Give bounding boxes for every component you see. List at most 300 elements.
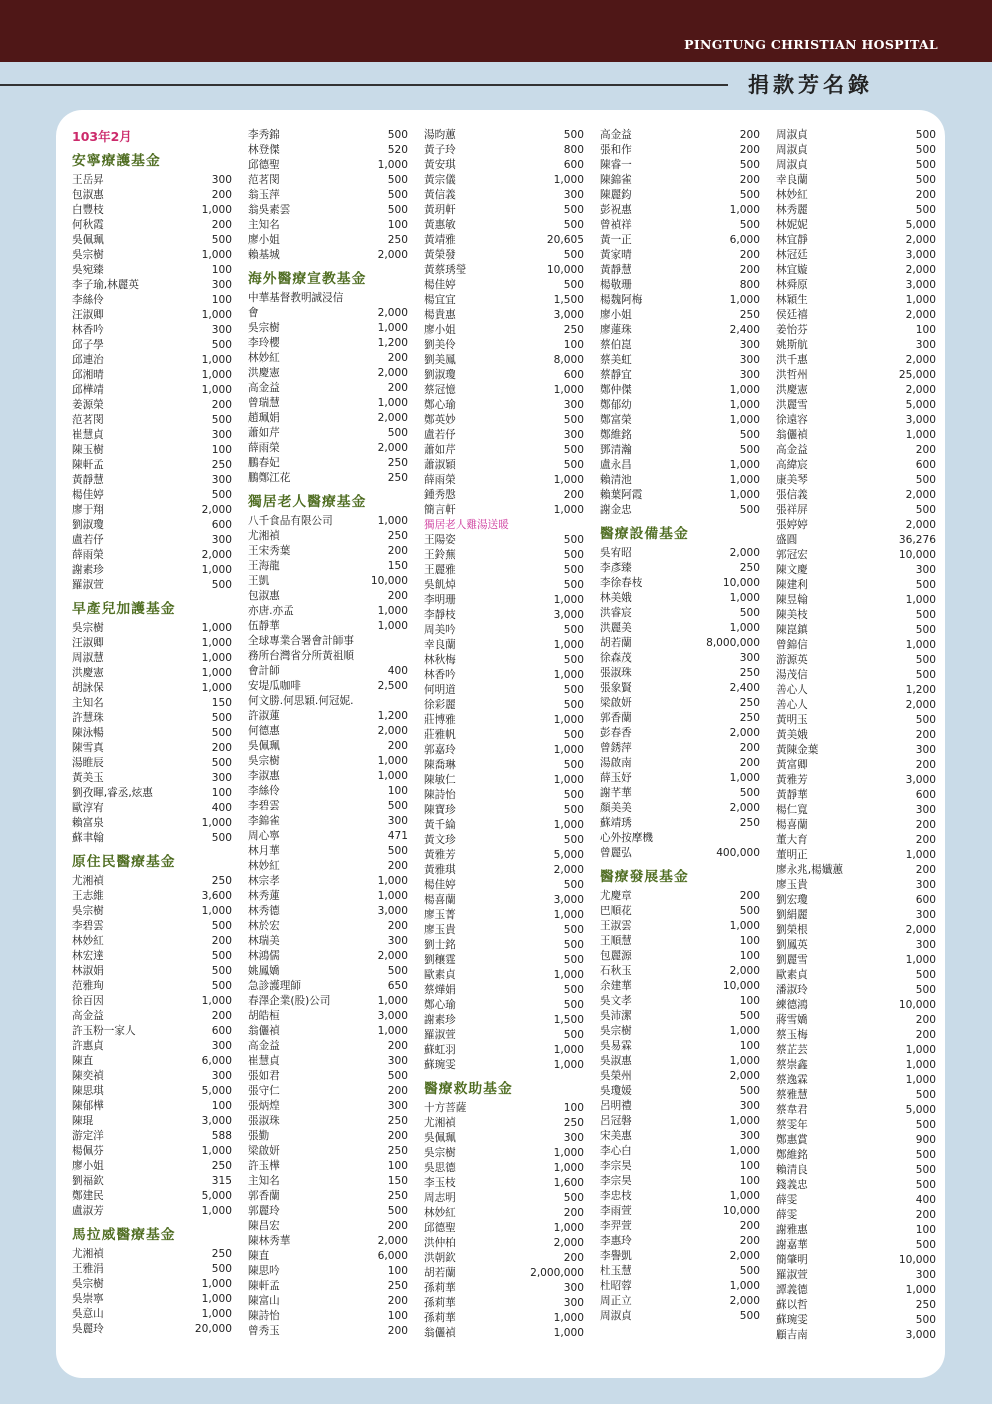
donation-amount: 250 — [387, 234, 408, 246]
donor-name: 主知名 — [72, 697, 104, 709]
donation-amount: 1,000 — [377, 875, 408, 887]
donor-name: 鄧清瀚 — [600, 444, 632, 456]
donor-name: 廖于翔 — [72, 504, 104, 516]
donor-name: 郭麗玲 — [248, 1205, 280, 1217]
donor-name: 黃安琪 — [424, 159, 456, 171]
donation-amount: 6,000 — [201, 1055, 232, 1067]
donor-name: 吳榮州 — [600, 1070, 632, 1082]
donor-name: 蔡雯年 — [776, 1119, 808, 1131]
donor-row — [776, 983, 936, 998]
donor-name: 游源英 — [776, 654, 808, 666]
donor-name: 賴清良 — [776, 1164, 808, 1176]
donation-amount: 300 — [387, 935, 408, 947]
donation-amount: 3,000 — [905, 249, 936, 261]
donor-row — [248, 1099, 408, 1114]
donation-amount: 100 — [739, 1040, 760, 1052]
donation-amount: 500 — [915, 174, 936, 186]
donation-amount: 500 — [739, 219, 760, 231]
donor-row — [72, 218, 232, 233]
donor-row — [600, 591, 760, 606]
donation-amount: 300 — [211, 1040, 232, 1052]
donation-amount: 250 — [211, 1248, 232, 1260]
donation-amount: 500 — [211, 920, 232, 932]
donation-amount: 200 — [915, 834, 936, 846]
donor-row — [424, 1161, 584, 1176]
donor-name: 廖玉菁 — [424, 909, 456, 921]
donation-amount: 250 — [739, 309, 760, 321]
donor-row — [72, 203, 232, 218]
donor-name: 陳林秀華 — [248, 1235, 291, 1247]
donation-amount: 2,000 — [905, 519, 936, 531]
donation-amount: 3,000 — [553, 894, 584, 906]
donor-row — [72, 1054, 232, 1069]
donor-row — [776, 518, 936, 533]
donation-amount: 1,000 — [905, 294, 936, 306]
donor-name: 杜玉慧 — [600, 1265, 632, 1277]
donor-name: 董明正 — [776, 849, 808, 861]
donor-row — [600, 561, 760, 576]
donation-amount: 2,000 — [377, 950, 408, 962]
donor-row — [600, 128, 760, 143]
donation-amount: 500 — [739, 1310, 760, 1322]
donor-name: 盧若伃 — [424, 429, 456, 441]
donation-amount: 500 — [387, 427, 408, 439]
donor-name: 善心人 — [776, 684, 808, 696]
donation-amount: 500 — [739, 189, 760, 201]
donor-name: 林宗孝 — [248, 875, 280, 887]
donor-row — [72, 1174, 232, 1189]
donor-row — [776, 173, 936, 188]
donor-row — [72, 711, 232, 726]
donor-name: 林妙紅 — [776, 189, 808, 201]
donation-amount: 100 — [739, 995, 760, 1007]
donor-name: 游定洋 — [72, 1130, 104, 1142]
donor-row — [776, 1073, 936, 1088]
donor-name: 薛雨榮 — [248, 442, 280, 454]
donor-name: 吳佩珮 — [72, 234, 104, 246]
donation-amount: 100 — [739, 935, 760, 947]
donor-row — [776, 368, 936, 383]
donor-row — [776, 1268, 936, 1283]
donation-amount: 2,500 — [377, 680, 408, 692]
donor-name: 謝芊華 — [600, 787, 632, 799]
donor-row — [424, 443, 584, 458]
donor-name: 陳泳暢 — [72, 727, 104, 739]
donation-amount: 1,000 — [377, 1025, 408, 1037]
donation-amount: 200 — [739, 129, 760, 141]
donation-amount: 500 — [563, 729, 584, 741]
donor-name: 胡詠保 — [72, 682, 104, 694]
donor-name: 蔡芷芸 — [776, 1044, 808, 1056]
donation-amount: 200 — [915, 864, 936, 876]
donor-name: 吳宗樹 — [72, 905, 104, 917]
donor-column-5 — [776, 128, 936, 1343]
donor-row — [72, 786, 232, 801]
donor-row — [600, 173, 760, 188]
donation-amount: 6,000 — [377, 1250, 408, 1262]
donor-name: 黃陳金葉 — [776, 744, 819, 756]
donor-name: 鄭英妙 — [424, 414, 456, 426]
donor-row — [248, 158, 408, 173]
donation-amount: 500 — [211, 832, 232, 844]
donor-row — [248, 128, 408, 143]
donor-name: 翁儷禎 — [776, 429, 808, 441]
donor-row — [248, 1294, 408, 1309]
donor-name: 梁啟妍 — [600, 697, 632, 709]
donor-row — [600, 889, 760, 904]
donor-name: 陳錦雀 — [600, 174, 632, 186]
donation-amount: 1,000 — [905, 429, 936, 441]
donation-amount: 500 — [915, 1089, 936, 1101]
donor-name: 劉美伶 — [424, 339, 456, 351]
donation-amount: 500 — [211, 757, 232, 769]
donation-amount: 3,000 — [905, 279, 936, 291]
donor-name: 陳琨 — [72, 1115, 94, 1127]
donor-row — [600, 203, 760, 218]
donation-amount: 3,000 — [905, 774, 936, 786]
donation-amount: 500 — [387, 189, 408, 201]
donor-row — [424, 773, 584, 788]
donor-row — [776, 563, 936, 578]
donation-amount: 200 — [211, 742, 232, 754]
date-heading: 103年2月 — [72, 129, 132, 144]
donor-row — [424, 743, 584, 758]
donor-row — [776, 773, 936, 788]
donation-amount: 500 — [211, 1263, 232, 1275]
donation-amount: 1,000 — [201, 652, 232, 664]
donation-amount: 2,000 — [201, 504, 232, 516]
donor-row — [776, 788, 936, 803]
donation-amount: 1,000 — [729, 622, 760, 634]
donation-amount: 520 — [387, 144, 408, 156]
donor-row — [776, 803, 936, 818]
donor-row — [248, 1324, 408, 1339]
donor-row — [72, 383, 232, 398]
donation-amount: 200 — [563, 1252, 584, 1264]
fund-heading: 原住民醫療基金 — [72, 854, 176, 870]
donor-name: 吳瓊媛 — [600, 1085, 632, 1097]
donor-name: 主知名 — [248, 219, 280, 231]
donor-row — [776, 893, 936, 908]
donor-row — [248, 529, 408, 544]
donor-row — [72, 443, 232, 458]
donor-row — [248, 1249, 408, 1264]
donor-name: 謝素珍 — [424, 1014, 456, 1026]
donor-name: 鄭心瑜 — [424, 999, 456, 1011]
fund-heading: 馬拉威醫療基金 — [72, 1227, 176, 1243]
donation-amount: 500 — [739, 159, 760, 171]
donation-amount: 3,000 — [553, 609, 584, 621]
donation-amount: 200 — [563, 1207, 584, 1219]
donor-name: 張炳煌 — [248, 1100, 280, 1112]
donor-row — [776, 1253, 936, 1268]
donation-amount: 100 — [915, 324, 936, 336]
donor-name: 徐彩麗 — [424, 699, 456, 711]
donor-row — [600, 696, 760, 711]
donor-name: 陳文慶 — [776, 564, 808, 576]
donation-amount: 3,000 — [905, 1329, 936, 1341]
donation-amount: 500 — [563, 999, 584, 1011]
donor-row — [72, 771, 232, 786]
donor-row — [248, 1309, 408, 1324]
donation-amount: 500 — [387, 129, 408, 141]
donor-name: 鄭富榮 — [600, 414, 632, 426]
donor-row — [600, 771, 760, 786]
donor-name: 高緯宸 — [776, 459, 808, 471]
donor-name: 周淑貞 — [600, 1310, 632, 1322]
donation-amount: 1,000 — [729, 592, 760, 604]
donor-row — [776, 1298, 936, 1313]
donor-row — [72, 994, 232, 1009]
donor-row — [424, 683, 584, 698]
donation-amount: 1,200 — [905, 684, 936, 696]
donation-amount: 5,000 — [905, 399, 936, 411]
donor-row — [776, 1163, 936, 1178]
donation-amount: 200 — [387, 1085, 408, 1097]
donor-row — [72, 666, 232, 681]
donor-name: 李淑惠 — [248, 770, 280, 782]
donor-row — [776, 128, 936, 143]
donor-row — [776, 623, 936, 638]
donor-name: 張信義 — [776, 489, 808, 501]
donor-row — [72, 741, 232, 756]
donation-amount: 100 — [211, 787, 232, 799]
donor-row — [424, 938, 584, 953]
donation-amount: 1,500 — [553, 294, 584, 306]
donor-row — [72, 428, 232, 443]
donation-amount: 1,000 — [201, 309, 232, 321]
donor-name: 李明珊 — [424, 594, 456, 606]
donation-amount: 1,000 — [905, 1074, 936, 1086]
donor-name: 薛雯 — [776, 1209, 798, 1221]
donor-name: 許玉樺 — [248, 1160, 280, 1172]
donation-amount: 1,000 — [729, 459, 760, 471]
donor-name: 林秀德 — [248, 905, 280, 917]
donor-name: 廖小姐 — [72, 1160, 104, 1172]
donor-name: 林香吟 — [72, 324, 104, 336]
donor-name: 周美吟 — [424, 624, 456, 636]
donation-amount: 1,000 — [201, 204, 232, 216]
donor-row — [424, 173, 584, 188]
donor-name: 孫莉華 — [424, 1297, 456, 1309]
donor-name-line: 何文勝.何思穎.何冠妮. — [248, 695, 354, 707]
donor-row — [248, 1159, 408, 1174]
donor-name: 邱樺靖 — [72, 384, 104, 396]
sub-note: 獨居老人雞湯送暖 — [424, 519, 509, 531]
donation-amount: 500 — [915, 984, 936, 996]
donor-name: 巴順花 — [600, 905, 632, 917]
donor-row — [248, 1084, 408, 1099]
donation-amount: 2,000 — [905, 699, 936, 711]
donation-amount: 200 — [387, 920, 408, 932]
donor-name: 蔡逸霖 — [776, 1074, 808, 1086]
donor-name: 楊貴惠 — [424, 309, 456, 321]
donor-name: 林鴻儒 — [248, 950, 280, 962]
donor-name: 郭嘉玲 — [424, 744, 456, 756]
donor-name: 蘇聿翰 — [72, 832, 104, 844]
donor-row — [72, 233, 232, 248]
donor-row — [248, 1264, 408, 1279]
donor-row — [424, 1206, 584, 1221]
donation-amount: 8,000 — [553, 354, 584, 366]
donor-column-2 — [248, 128, 408, 1339]
donor-row — [776, 833, 936, 848]
donor-row — [776, 353, 936, 368]
donor-row — [776, 293, 936, 308]
donor-name: 王陽姿 — [424, 534, 456, 546]
donor-row — [424, 638, 584, 653]
donor-row — [600, 726, 760, 741]
donor-name: 孫莉華 — [424, 1312, 456, 1324]
donation-amount: 500 — [563, 789, 584, 801]
donor-row — [72, 398, 232, 413]
donation-amount: 1,200 — [377, 337, 408, 349]
donor-row — [776, 503, 936, 518]
donor-row — [424, 1028, 584, 1043]
donation-amount: 5,000 — [553, 849, 584, 861]
donation-amount: 200 — [211, 935, 232, 947]
donor-row — [248, 964, 408, 979]
donor-row — [776, 1088, 936, 1103]
donor-name: 尤湘禎 — [72, 1248, 104, 1260]
donor-name: 黃美娥 — [776, 729, 808, 741]
donor-name: 吳宗樹 — [72, 249, 104, 261]
donor-row — [776, 578, 936, 593]
donation-amount: 1,000 — [729, 1025, 760, 1037]
donor-row — [424, 908, 584, 923]
donation-amount: 500 — [563, 699, 584, 711]
donor-row — [424, 1058, 584, 1073]
donation-amount: 1,000 — [553, 1312, 584, 1324]
donation-amount: 100 — [739, 950, 760, 962]
donation-amount: 1,000 — [729, 384, 760, 396]
donor-row — [776, 593, 936, 608]
donation-amount: 2,000 — [729, 802, 760, 814]
donor-row — [424, 713, 584, 728]
donation-amount: 2,000 — [377, 725, 408, 737]
donor-name: 黃靖雅 — [424, 234, 456, 246]
donor-name: 盛圓 — [776, 534, 798, 546]
donation-amount: 500 — [739, 504, 760, 516]
donor-name: 盧若伃 — [72, 534, 104, 546]
donor-name: 黃宗儀 — [424, 174, 456, 186]
donation-amount: 600 — [211, 1025, 232, 1037]
donor-name: 陳喬琳 — [424, 759, 456, 771]
donation-amount: 500 — [563, 654, 584, 666]
donor-row — [600, 801, 760, 816]
donor-row — [424, 1311, 584, 1326]
donor-row — [776, 533, 936, 548]
donor-row — [776, 158, 936, 173]
donor-row — [424, 188, 584, 203]
donor-name: 鄭郁幼 — [600, 399, 632, 411]
donor-row — [72, 874, 232, 889]
donation-amount: 300 — [563, 1132, 584, 1144]
donation-amount: 100 — [387, 785, 408, 797]
donor-row — [776, 233, 936, 248]
donation-amount: 100 — [915, 1224, 936, 1236]
donor-row — [424, 233, 584, 248]
donor-name: 主知名 — [248, 1175, 280, 1187]
donor-row — [600, 1039, 760, 1054]
donation-amount: 2,000 — [377, 367, 408, 379]
donor-name: 王宋秀葉 — [248, 545, 291, 557]
donation-amount: 1,000 — [553, 669, 584, 681]
donation-amount: 300 — [739, 652, 760, 664]
donation-amount: 100 — [739, 1175, 760, 1187]
donor-row — [248, 604, 408, 619]
donation-amount: 300 — [915, 339, 936, 351]
donor-name-line: 全球專業合署會計師事 — [248, 635, 354, 647]
donation-amount: 250 — [739, 562, 760, 574]
donor-name: 歐素貞 — [776, 969, 808, 981]
donor-row — [72, 726, 232, 741]
donor-row — [424, 278, 584, 293]
donor-name: 翁儷禎 — [424, 1327, 456, 1339]
donor-name: 鄭建民 — [72, 1190, 104, 1202]
donor-name: 蔡燁娟 — [424, 984, 456, 996]
donor-row — [600, 248, 760, 263]
donation-amount: 10,000 — [722, 980, 760, 992]
donor-name: 急診護理師 — [248, 980, 301, 992]
donor-row — [600, 1279, 760, 1294]
donor-row — [600, 218, 760, 233]
donation-amount: 1,000 — [377, 620, 408, 632]
donation-amount: 200 — [915, 1029, 936, 1041]
donor-row — [600, 413, 760, 428]
donor-name: 洪慶憲 — [776, 384, 808, 396]
donor-name: 謝嘉華 — [776, 1239, 808, 1251]
donor-row — [248, 814, 408, 829]
donor-name: 李忠枝 — [600, 1190, 632, 1202]
donor-name: 洪慶憲 — [248, 367, 280, 379]
donor-name: 蔡靜宜 — [600, 369, 632, 381]
donor-name: 尤慶章 — [600, 890, 632, 902]
donation-amount: 10,000 — [722, 577, 760, 589]
donor-row — [776, 203, 936, 218]
donor-row — [72, 1009, 232, 1024]
donation-amount: 300 — [563, 399, 584, 411]
donation-amount: 200 — [739, 757, 760, 769]
donation-amount: 600 — [563, 159, 584, 171]
donor-name: 黃靜華 — [776, 789, 808, 801]
donor-name: 范茗閔 — [248, 174, 280, 186]
donor-row — [424, 248, 584, 263]
donation-amount: 1,000 — [377, 890, 408, 902]
donor-row — [72, 756, 232, 771]
donation-amount: 250 — [915, 1299, 936, 1311]
donation-amount: 200 — [739, 264, 760, 276]
donor-name: 薛玉妤 — [600, 772, 632, 784]
donor-row — [600, 994, 760, 1009]
donation-amount: 1,000 — [905, 954, 936, 966]
donation-amount: 200 — [915, 1209, 936, 1221]
donor-row — [424, 818, 584, 833]
donor-row — [72, 473, 232, 488]
donor-row — [424, 578, 584, 593]
donation-amount: 200 — [739, 742, 760, 754]
donor-row — [248, 724, 408, 739]
donor-name: 劉孜暉,睿丞,炫惠 — [72, 787, 153, 799]
donation-amount: 500 — [739, 787, 760, 799]
donation-amount: 600 — [915, 894, 936, 906]
donation-amount: 600 — [915, 459, 936, 471]
donor-row — [776, 248, 936, 263]
donor-row — [424, 1176, 584, 1191]
donor-name: 廖小姐 — [248, 234, 280, 246]
donor-row — [600, 1234, 760, 1249]
donor-row — [72, 651, 232, 666]
